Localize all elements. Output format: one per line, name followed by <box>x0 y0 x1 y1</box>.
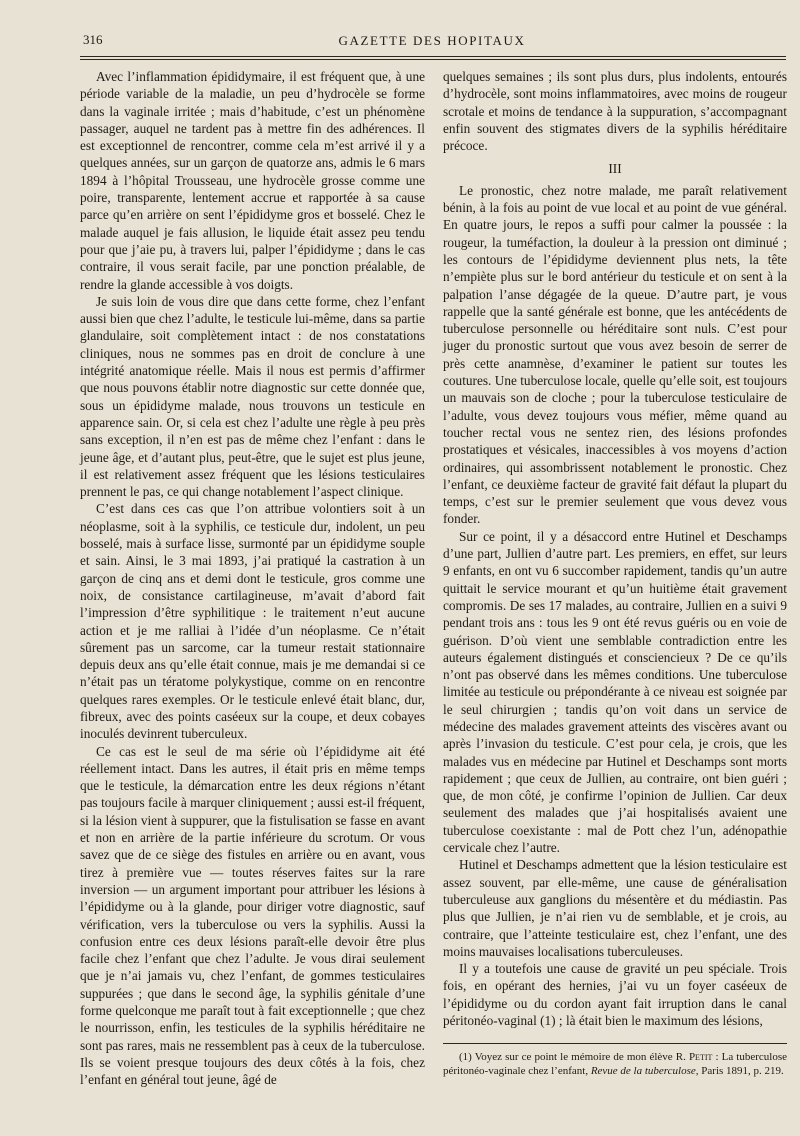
footnote-rule <box>443 1043 787 1044</box>
paragraph: Avec l’inflammation épididymaire, il est fréquent que, à une période variable de la maladie, un peu d’hydrocèle se forme dans la vaginale irritée ; mais d’habitude, c’est un phénomène passager, auquel ne tardent pas à mettre fin des adhérences. Il est exceptionnel de rencontrer, comme cela m’est arrivé il y a quelques années, sur un garçon de quatorze ans, admis le 6 mars 1894 à l’hôpital Trousseau, une hydrocèle grosse comme une poire, transparente, lentement accrue et rapportée à sa cause parce qu’en arrière on sent l’épididyme gros et bosselé. Chez le malade auquel je fais allusion, le liquide était assez peu tendu pour que j’aie pu, à travers lui, palper l’épididyme ; dans le cas contraire, il vous serait facile, par une ponction préalable, de rendre la glande accessible à vos doigts. <box>80 69 425 292</box>
paragraph: Ce cas est le seul de ma série où l’épididyme ait été réellement intact. Dans les autres, il était pris en même temps que le testicule, la démarcation entre les deux régions n’étant pas toujours facile à marquer cliniquement ; aussi est-il fréquent, si la lésion vient à suppurer, que la fistulisation se fasse en avant et non en arrière de la partie inférieure du scrotum. Or vous savez que de ce siège des fistules en arrière ou en avant, vous tirez à première vue — toutes réserves faites sur la rare inversion — un argument important pour attribuer les lésions à l’épididyme ou à la glande, pour diriger votre diagnostic, sauf vérification, vers la tuberculose ou vers la syphilis. Aussi la confusion entre ces deux lésions paraît-elle devoir être plus facile chez l’enfant que chez l’adulte. Je vous dirai seulement que je n’ai jamais vu, chez l’enfant, de gommes testiculaires suppurées ; que dans le second âge, la syphilis génitale d’une forme quelconque me paraît tout à fait exceptionnelle ; que chez le nourrisson, enfin, les testicules de la syphilis héréditaire ne sont pas rares, mais ne ressemblent pas à ceux de la tuberculose. Ils se voient presque toujours des deux côtés à la fois, chez l’enfant en général tout jeune, âgé de <box>80 743 425 1088</box>
paragraph: Je suis loin de vous dire que dans cette forme, chez l’enfant aussi bien que chez l’adulte, le testicule lui-même, dans sa partie glandulaire, soit complètement intact : de nos constatations cliniques, nous ne sommes pas en droit de conclure à une intégrité anatomique réelle. Mais il nous est permis d’affirmer que nous pouvons établir notre diagnostic sur cette donnée que, sous un épididyme malade, nous trouvons un testicule en apparence sain. Or, si cela est chez l’adulte une règle à peu près sans exception, il n’en est pas de même chez l’enfant : dans le jeune âge, et d’autant plus, peut-être, que le sujet est plus jeune, il est relativement assez fréquent que les lésions testiculaires prennent le pas, ce qui change notablement l’aspect clinique. <box>80 293 425 500</box>
running-header <box>78 30 786 52</box>
footnote-text-2: : La tuberculose péritonéo-vaginale chez l’enfant, <box>443 1051 788 1078</box>
footnote-text: Voyez sur ce point le mémoire de mon élève R. <box>474 1051 686 1064</box>
right-column <box>443 68 787 1078</box>
footnote-journal: Revue de la tuberculose, <box>590 1065 699 1078</box>
left-column <box>80 68 425 1089</box>
paragraph: C’est dans ces cas que l’on attribue volontiers soit à un néoplasme, soit à la syphilis, ce testicule dur, indolent, un peu bosselé, mais à surface lisse, surmonté par un épididyme souple et sain. Ainsi, le 3 mai 1893, j’ai pratiqué la castration à un garçon de cinq ans et demi dont le testicule, gros comme une noix, de consistance cartilagineuse, m’avait d’abord fait l’impression d’être syphilitique : le traitement n’eut aucune action et je me ralliai à l’idée d’un néoplasme. Ce n’était sûrement pas un sarcome, car la tumeur restait stationnaire depuis deux ans qu’elle était connue, mais je me demandai si ce n’était pas un tératome polykystique, comme on en rencontre quelques rares exemples. Or le testicule enlevé était blanc, dur, fibreux, avec des points caséeux sur la coupe, et deux cobayes inoculés devinrent tuberculeux. <box>80 501 425 742</box>
section-heading: III <box>608 161 622 177</box>
paragraph: Le pronostic, chez notre malade, me paraît relativement bénin, à la fois au point de vue local et au point de vue général. En quatre jours, le repos a suffi pour calmer la poussée : la rougeur, la tuméfaction, la douleur à la pression ont diminué ; les contours de l’épididyme deviennent plus nets, la tête n’empiète plus sur le bord antérieur du testicule et on sent à la palpation l’anse dégagée de la queue. D’autre part, je vous rappelle que la santé générale est bonne, que les antécédents de tuberculose personnelle ou héréditaire sont nuls. C’est pour juger du pronostic surtout que vous avez besoin de serrer de près cette anamnèse, d’examiner le patient sur toutes les coutures. Une tuberculose locale, quelle qu’elle soit, est toujours un mauvais son de cloche ; pour la tuberculose testiculaire de l’adulte, vous devez toujours vous méfier, même quand au toucher rectal vous ne sentez rien, des lésions profondes prostatiques et vésicales, inaccessibles à vos moyens d’action ordinaires, qui assombrissent notablement le pronostic. Chez l’enfant, ce deuxième facteur de gravité fait défaut la plupart du temps, c’est sur le premier seulement que vous devez vous fonder. <box>443 182 787 527</box>
footnote <box>443 1050 787 1078</box>
paragraph: quelques semaines ; ils sont plus durs, plus indolents, entourés d’hydrocèle, sont moins inflammatoires, avec moins de rougeur scrotale et moins de tendance à la suppuration, s’accompagnant enfin souvent des stigmates divers de la syphilis héréditaire précoce. <box>443 69 787 154</box>
footnote-place-date: Paris 1891, p. 219. <box>701 1065 784 1078</box>
page-number: 316 <box>83 32 103 47</box>
header-rule <box>80 56 786 60</box>
footnote-mark: (1) <box>459 1051 472 1064</box>
paragraph: Hutinel et Deschamps admettent que la lésion testiculaire est assez souvent, par elle-même, une cause de généralisation tuberculeuse aux ganglions du mésentère et du médiastin. Pas plus que Jullien, je n’ai rien vu de semblable, et je crois, au contraire, que l’atteinte testiculaire est, chez l’enfant, une des moins mauvaises localisations tuberculeuses. <box>443 857 787 959</box>
footnote-author: Petit <box>688 1051 713 1064</box>
paragraph: Il y a toutefois une cause de gravité un peu spéciale. Trois fois, en opérant des hernies, j’ai vu un foyer caséeux de l’épididyme ou du cordon ayant fait irruption dans le canal péritonéo-vaginal (1) ; là était bien le maximum des lésions, <box>443 961 787 1029</box>
paragraph: Sur ce point, il y a désaccord entre Hutinel et Deschamps d’une part, Jullien d’autre part. Les premiers, en effet, sur leurs 9 enfants, en ont vu 6 succomber rapidement, tandis qu’un autre quittait le service mourant et qu’un huitième était gravement compromis. De ses 17 malades, au contraire, Jullien en a suivi 9 pendant trois ans : tous les 9 ont été revus guéris ou en voie de guérison. D’où vient une semblable contradiction entre les auteurs également distingués et consciencieux ? De ce qu’ils n’ont pas observé dans les mêmes conditions. Une tuberculose limitée au testicule ou prépondérante à ce niveau est soignée par le seul chirurgien ; tandis qu’on voit dans un service de médecine des malades gravement atteints des viscères avant ou après l’invasion du testicule. C’est pour cela, je crois, que les malades vus en médecine par Hutinel et Deschamps sont morts rapidement ; que ceux de Jullien, au contraire, ont bien guéri ; que, de mon côté, je confirme l’opinion de Jullien. Car deux seulement des malades que j’ai hospitalisés avaient une tuberculose coexistante : mal de Pott chez l’un, adénopathie cervicale chez l’autre. <box>443 528 787 856</box>
journal-title: GAZETTE DES HOPITAUX <box>338 33 526 48</box>
